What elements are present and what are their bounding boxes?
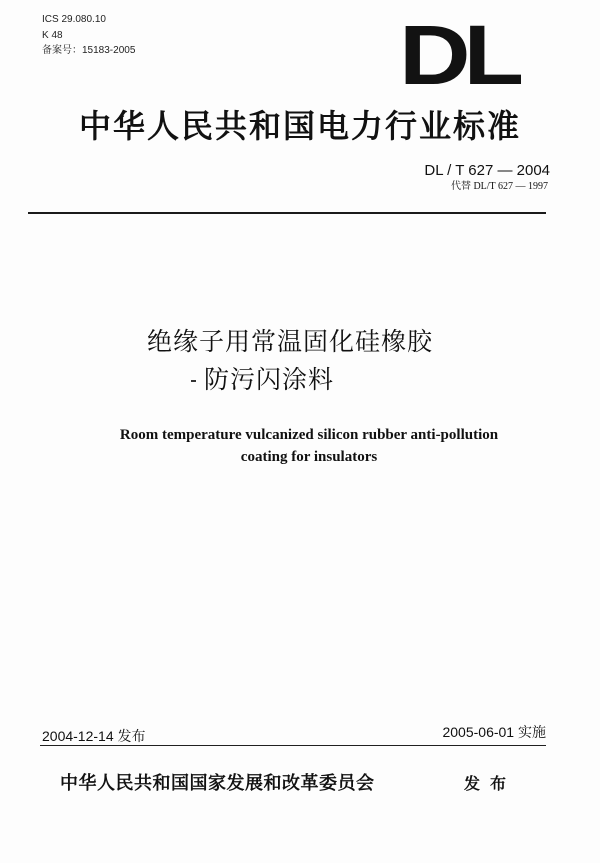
english-title-line-2: coating for insulators	[240, 449, 378, 465]
header-divider	[28, 212, 546, 214]
dl-logo: DL	[399, 8, 517, 102]
chinese-title-line-1: 绝缘子用常温固化硅橡胶	[146, 327, 433, 356]
english-title-line-1: Room temperature vulcanized silicon rubber anti-pollution	[119, 427, 499, 443]
organization-title: 中华人民共和国电力行业标准	[78, 107, 521, 145]
footer-divider	[40, 745, 546, 746]
standard-number: DL / T 627 — 2004	[424, 162, 550, 179]
record-number: 备案号：15183-2005	[42, 45, 136, 56]
publish-label: 发布	[464, 774, 517, 793]
issuing-authority: 中华人民共和国国家发展和改革委员会	[60, 773, 375, 794]
replaced-standard: 代替 DL/T 627 — 1997	[450, 181, 548, 192]
issue-date: 2004-12-14 发布	[42, 728, 146, 744]
classification-code: K 48	[42, 30, 63, 41]
title-dot-mark	[191, 380, 196, 382]
chinese-title-line-2: 防污闪涂料	[204, 365, 335, 394]
ics-code: ICS 29.080.10	[42, 14, 106, 25]
implementation-date: 2005-06-01 实施	[442, 724, 546, 740]
